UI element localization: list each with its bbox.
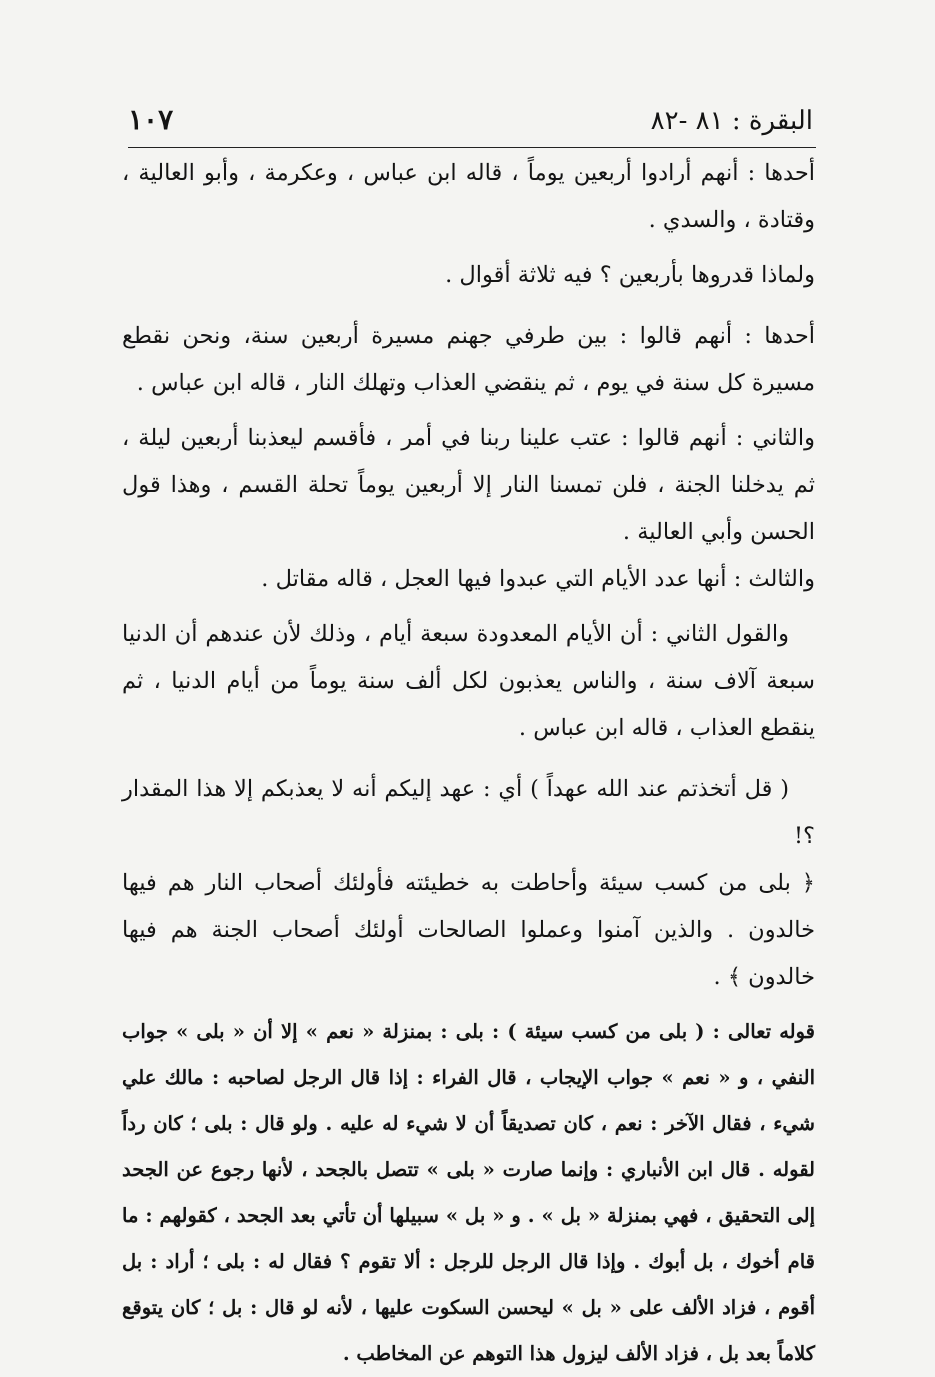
paragraph-3: أحدها : أنهم قالوا : بين طرفي جهنم مسيرة أربعين سنة، ونحن نقطع مسيرة كل سنة في يوم ، ثم ينقضي العذاب وتهلك النار ، قاله ابن عباس .	[122, 323, 815, 396]
header-rule	[128, 147, 816, 148]
page-body	[122, 150, 815, 1377]
running-title: البقرة : ٨١ -٨٢	[650, 106, 813, 136]
page-header	[128, 92, 813, 136]
commentary: قوله تعالى : ( بلى من كسب سيئة ) : بلى : بمنزلة « نعم » إلا أن « بلى » جواب النفي ، و « نعم » جواب الإيجاب ، قال الفراء : إذا قال الرجل لصاحبه : مالك علي شيء ، فقال الآخر : نعم ، كان تصديقاً أن لا شيء له عليه . ولو قال : بلى ؛ كان رداً لقوله . قال ابن الأنباري : وإنما صارت « بلى » تتصل بالجحد ، لأنها رجوع عن الجحد إلى التحقيق ، فهي بمنزلة « بل » . و « بل » سبيلها أن تأتي بعد الجحد ، كقولهم : ما قام أخوك ، بل أبوك . وإذا قال الرجل للرجل : ألا تقوم ؟ فقال له : بلى ؛ أراد : بل أقوم ، فزاد الألف على « بل » ليحسن السكوت عليها ، لأنه لو قال : بل ؛ كان يتوقع كلاماً بعد بل ، فزاد الألف ليزول هذا التوهم عن المخاطب .	[122, 1020, 815, 1365]
paragraph-7: ( قل أتخذتم عند الله عهداً ) أي : عهد إليكم أنه لا يعذبكم إلا هذا المقدار ؟!	[122, 776, 815, 849]
paragraph-2: ولماذا قدروها بأربعين ؟ فيه ثلاثة أقوال .	[445, 262, 815, 288]
paragraph-5: والثالث : أنها عدد الأيام التي عبدوا فيها العجل ، قاله مقاتل .	[261, 566, 815, 592]
paragraph-6: والقول الثاني : أن الأيام المعدودة سبعة أيام ، وذلك لأن عندهم أن الدنيا سبعة آلاف سنة ، والناس يعذبون لكل ألف سنة يوماً من أيام الدنيا ، ثم ينقطع العذاب ، قاله ابن عباس .	[122, 621, 815, 741]
quran-verse: ﴿ بلى من كسب سيئة وأحاطت به خطيئته فأولئك أصحاب النار هم فيها خالدون . والذين آمنوا وعملوا الصالحات أولئك أصحاب الجنة هم فيها خالدون ﴾ .	[122, 870, 815, 990]
paragraph-4: والثاني : أنهم قالوا : عتب علينا ربنا في أمر ، فأقسم ليعذبنا أربعين ليلة ، ثم يدخلنا الجنة ، فلن تمسنا النار إلا أربعين يوماً تحلة القسم ، وهذا قول الحسن وأبي العالية .	[122, 425, 815, 545]
page-number: ١٠٧	[128, 103, 174, 136]
paragraph-1: أحدها : أنهم أرادوا أربعين يوماً ، قاله ابن عباس ، وعكرمة ، وأبو العالية ، وقتادة ، والسدي .	[122, 160, 815, 233]
